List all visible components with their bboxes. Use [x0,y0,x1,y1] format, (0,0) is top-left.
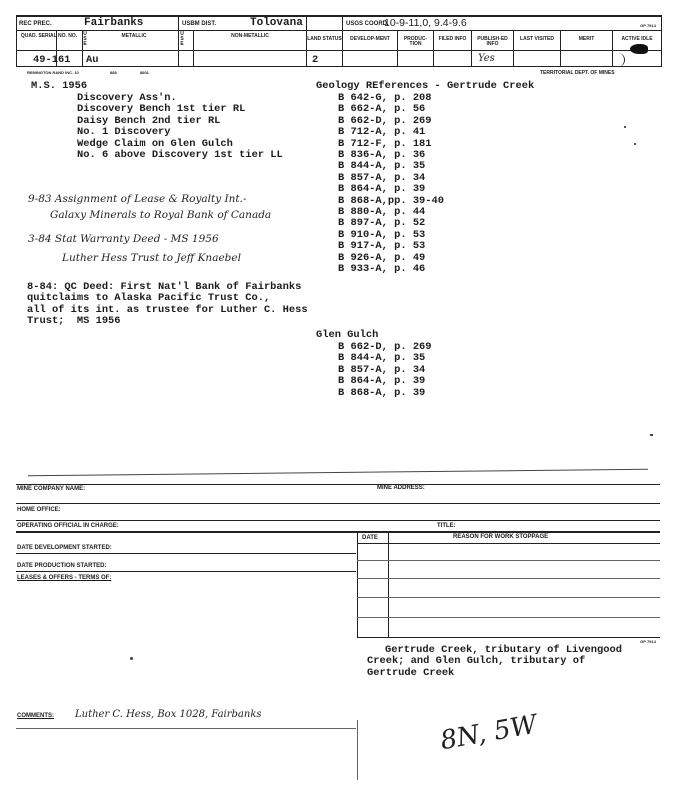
glen-gulch-references [338,342,432,399]
deed-line: Trust; MS 1956 [27,315,121,328]
rec-prec-label: REC PREC. [19,21,52,27]
usbm-dist-value: Tolovana [250,17,303,29]
land-status-header: LAND STATUS [307,36,342,42]
reference-item: B 926-A, p. 49 [338,251,426,264]
mine-company-name-label: MINE COMPANY NAME: [17,486,86,492]
quad-serial-header: QUAD. SERIAL NO. NO. [20,33,78,39]
published-info-header: PUBLISH-ED INFO [477,36,508,47]
claim-item: Wedge Claim on Glen Gulch [77,137,233,150]
usgs-coord-value: 10-9-11,0, 9.4-9.6 [384,17,467,29]
use-header-2: U S E [180,31,184,47]
comments-label: COMMENTS: [17,713,54,719]
location-description [367,645,622,679]
reference-item: B 836-A, p. 36 [338,149,426,162]
gertrude-references [338,93,444,276]
location-line: Creek; and Glen Gulch, tributary of [367,655,586,668]
reference-item: B 864-A, p. 39 [338,183,426,196]
reference-item: B 857-A, p. 34 [338,363,426,376]
handwritten-note-deed-1: 3-84 Stat Warranty Deed - MS 1956 [28,233,219,245]
production-header: PRODUC-TION [403,36,428,47]
reference-item: B 864-A, p. 39 [338,375,426,388]
handwritten-note-deed-2: Luther Hess Trust to Jeff Knaebel [62,252,241,264]
deed-line: quitclaims to Alaska Pacific Trust Co., [27,292,271,305]
date-column-header: DATE [362,535,378,541]
reference-item: B 844-A, p. 35 [338,352,426,365]
stray-mark [624,126,626,128]
usgs-coord-label: USGS COORD. [346,21,389,27]
handwritten-note-assignment-2: Galaxy Minerals to Royal Bank of Canada [50,209,272,221]
reference-item: B 917-A, p. 53 [338,240,426,253]
last-visited-header: LAST VISITED [520,36,554,42]
geology-heading: Geology REferences - Gertrude Creek [316,80,535,92]
reference-item: B 868-A,pp. 39-40 [338,194,445,207]
reference-item: B 662-D, p. 269 [338,341,432,353]
deed-line: all of its int. as trustee for Luther C. Hess [27,303,308,316]
claim-item: No. 1 Discovery [77,126,171,139]
form-number: GP 7914 [640,23,656,28]
quad-serial-value: 49-161 [33,54,71,66]
use-header-1: U S E [83,31,87,47]
ink-blot [630,44,648,54]
claims-list [77,93,283,161]
location-line: Gertrude Creek, tributary of Livengood [385,644,622,656]
reference-item: B 868-A, p. 39 [338,386,426,399]
comments-value: Luther C. Hess, Box 1028, Fairbanks [75,709,262,720]
claim-item: Discovery Bench 1st tier RL [77,103,246,116]
deed-line: 8-84: QC Deed: First Nat'l Bank of Fairbanks [27,281,302,293]
title-label: TITLE: [437,523,456,529]
location-line: Gertrude Creek [367,666,455,679]
filed-info-header: FILED INFO [438,36,467,42]
reference-item: B 933-A, p. 46 [338,263,426,276]
ms-heading: M.S. 1956 [31,80,88,92]
handwritten-township-mark: 8N, 5W [438,709,540,757]
reference-item: B 662-D, p. 269 [338,114,432,127]
metallic-value: Au [86,54,99,66]
reference-item: B 662-A, p. 56 [338,103,426,116]
stray-mark [634,143,636,145]
date-production-started-label: DATE PRODUCTION STARTED: [17,563,107,569]
non-metallic-header: NON-METALLIC [231,33,269,39]
date-development-started-label: DATE DEVELOPMENT STARTED: [17,545,112,551]
glen-gulch-heading: Glen Gulch [316,329,379,341]
stray-mark [130,657,133,660]
development-header: DEVELOP-MENT [350,36,390,42]
reference-item: B 712-F, p. 181 [338,137,432,150]
rec-prec-value: Fairbanks [84,17,144,29]
form-number-2: GP 7914 [640,639,656,644]
deed-paragraph [27,282,308,328]
claim-item: No. 6 above Discovery 1st tier LL [77,149,283,162]
reference-item: B 897-A, p. 52 [338,217,426,230]
claim-item: Daisy Bench 2nd tier RL [77,114,221,127]
mine-address-label: MINE ADDRESS: [377,485,425,491]
reference-item: B 910-A, p. 53 [338,228,426,241]
handwritten-note-assignment-1: 9-83 Assignment of Lease & Royalty Int.- [28,193,247,205]
reason-column-header: REASON FOR WORK STOPPAGE [453,534,549,540]
department-label: TERRITORIAL DEPT. OF MINES [540,70,615,76]
active-tick-mark [614,53,625,67]
land-status-value: 2 [312,54,319,66]
usbm-dist-label: USBM DIST. [182,21,217,27]
reference-item: B 844-A, p. 35 [338,160,426,173]
printer-mark: REMINGTON RAND INC. 10 [27,70,79,75]
active-idle-header: ACTIVE IDLE [621,36,653,42]
reference-item: B 712-A, p. 41 [338,126,426,139]
merit-header: MERIT [578,36,595,42]
printer-code-2: 8801 [140,70,149,75]
reference-item: B 880-A, p. 44 [338,206,426,219]
metallic-header: METALLIC [121,33,147,39]
home-office-label: HOME OFFICE: [17,507,61,513]
reference-item: B 857-A, p. 34 [338,171,426,184]
stray-mark [650,434,653,436]
printer-code-1: 888 [110,70,117,75]
leases-offers-label: LEASES & OFFERS - TERMS OF: [17,575,112,581]
published-info-value: Yes [478,53,495,64]
operating-official-label: OPERATING OFFICIAL IN CHARGE: [17,523,119,529]
claim-item: Discovery Ass'n. [77,92,177,104]
reference-item: B 642-G, p. 208 [338,92,432,104]
